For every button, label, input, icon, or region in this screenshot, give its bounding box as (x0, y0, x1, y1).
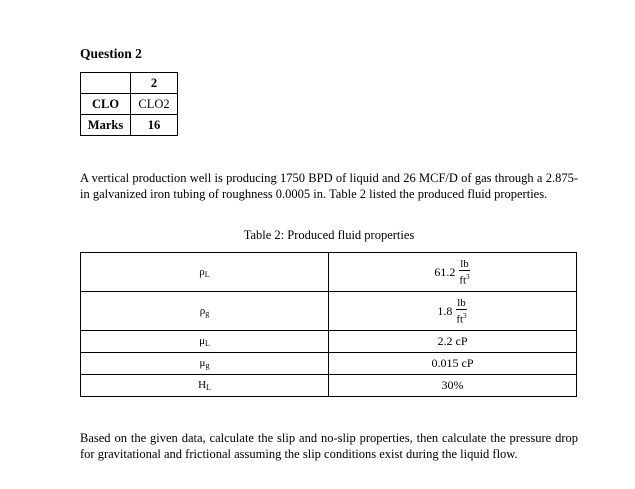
symbol-subscript: g (205, 361, 210, 370)
symbol: ρ (199, 304, 206, 317)
symbol-subscript: L (206, 383, 211, 392)
value: 1.8 (437, 303, 453, 318)
clo-value: CLO2 (131, 94, 178, 115)
symbol-cell (81, 292, 329, 331)
unit-numerator: lb (460, 257, 469, 270)
table-caption: Table 2: Produced fluid properties (243, 228, 415, 242)
marks-label: Marks (81, 115, 131, 136)
row-gas-viscosity (81, 353, 577, 375)
symbol: μ (199, 335, 205, 347)
problem-statement: A vertical production well is producing 1750 BPD of liquid and 26 MCF/D of gas through a 2.875-in galvanized iron tubing of roughness 0.0005 in. Table 2 listed the produced fluid properties. (80, 171, 578, 201)
value: 61.2 (434, 264, 456, 279)
question-heading: Question 2 (80, 46, 142, 61)
unit-fraction (458, 258, 470, 287)
symbol: ρ (199, 265, 205, 278)
symbol-cell (81, 375, 329, 397)
symbol-cell (81, 331, 329, 353)
value-cell: 2.2 cP (329, 331, 577, 353)
info-row-clo (81, 94, 178, 115)
row-liquid-viscosity (81, 331, 577, 353)
symbol-subscript: g (205, 308, 210, 318)
info-row-marks (81, 115, 178, 136)
symbol: μ (199, 357, 206, 369)
unit-numerator: lb (457, 296, 466, 309)
clo-label: CLO (81, 94, 131, 115)
symbol: H (198, 379, 207, 391)
value-cell (329, 292, 577, 331)
unit-exponent: 3 (466, 272, 470, 281)
task-statement: Based on the given data, calculate the slip and no-slip properties, then calculate the pressure drop for gravitational and frictional assuming the slip conditions exist during the liquid flow. (80, 431, 578, 461)
question-number: 2 (131, 73, 178, 94)
marks-value: 16 (131, 115, 178, 136)
row-liquid-holdup (81, 375, 577, 397)
symbol-subscript: L (205, 339, 210, 348)
info-row-number (81, 73, 178, 94)
question-info-table (80, 72, 178, 136)
unit-fraction (455, 297, 467, 326)
row-liquid-density (81, 253, 577, 292)
info-empty-cell (81, 73, 131, 94)
fluid-properties-table (80, 252, 577, 397)
symbol-cell (81, 353, 329, 375)
unit-denominator: ft (456, 313, 464, 326)
unit-exponent: 3 (463, 311, 467, 320)
symbol-cell (81, 253, 329, 292)
symbol-subscript: L (204, 269, 210, 279)
value-cell: 30% (329, 375, 577, 397)
row-gas-density (81, 292, 577, 331)
value-cell (329, 253, 577, 292)
value-cell: 0.015 cP (329, 353, 577, 375)
unit-denominator: ft (459, 274, 467, 287)
